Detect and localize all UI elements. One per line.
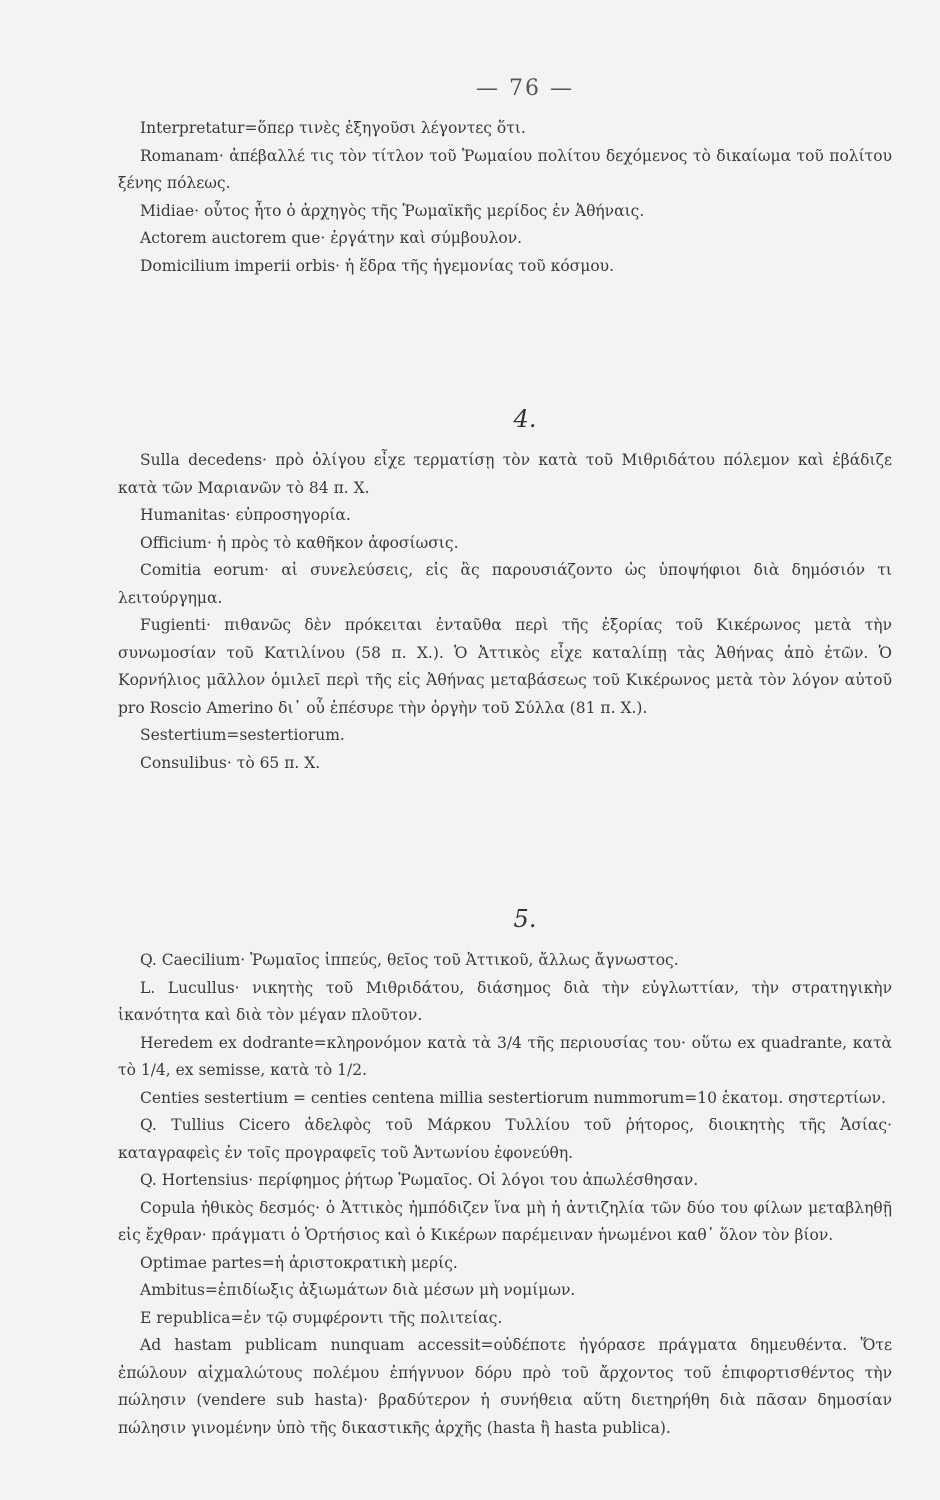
note-entry: Fugienti· πιθανῶς δὲν πρόκειται ἐνταῦθα περὶ τῆς ἐξορίας τοῦ Κικέρωνος μετὰ τὴν συνωμοσίαν τοῦ Κατιλίνου (58 π. Χ.). Ὁ Ἀττικὸς εἶχε καταλίπῃ τὰς Ἀθήνας ἀπὸ ἐτῶν. Ὁ Κορνήλιος μᾶλλον ὁμιλεῖ περὶ τῆς εἰς Ἀθήνας μεταβάσεως τοῦ Κικέρωνος μετὰ τὸν λόγον αὐτοῦ pro Roscio Amerino δι᾽ οὗ ἐπέσυρε τὴν ὀργὴν τοῦ Σύλλα (81 π. Χ.). (118, 616, 892, 717)
note-entry: Q. Caecilium· Ῥωμαῖος ἱππεύς, θεῖος τοῦ Ἀττικοῦ, ἄλλως ἄγνωστος. (140, 951, 679, 969)
page-number: — 76 — (476, 76, 574, 101)
note-entry: Romanam· ἀπέβαλλέ τις τὸν τίτλον τοῦ Ῥωμαίου πολίτου δεχόμενος τὸ δικαίωμα τοῦ πολίτου ξένης πόλεως. (118, 146, 892, 192)
section-notes-3 (118, 115, 892, 389)
note-entry: Heredem ex dodrante=κληρονόμον κατὰ τὰ 3/4 τῆς περιουσίας του· οὕτω ex quadrante, κατὰ τὸ 1/4, ex semisse, κατὰ τὸ 1/2. (118, 1033, 892, 1079)
note-entry: Comitia eorum· αἱ συνελεύσεις, εἰς ἃς παρουσιάζοντο ὡς ὑποψήφιοι διὰ δημόσιόν τι λειτούργημα. (118, 561, 892, 607)
note-entry: Ad hastam publicam nunquam accessit=οὐδέποτε ἠγόρασε πράγματα δημευθέντα. Ὅτε ἐπώλουν αἰχμαλώτους πολέμου ἐπήγνυον δόρυ πρὸ τοῦ ἄρχοντος τοῦ ἐπιφορτισθέντος τὴν πώλησιν (vendere sub hasta)· βραδύτερον ἡ συνήθεια αὕτη διετηρήθη διὰ πᾶσαν δημοσίαν πώλησιν γινομένην ὑπὸ τῆς δικαστικῆς ἀρχῆς (hasta ἢ hasta publica). (118, 1336, 892, 1437)
section-notes-5 (118, 947, 892, 1442)
section-heading-4: 4. (513, 405, 537, 433)
note-entry: Humanitas· εὐπροσηγορία. (140, 506, 351, 524)
section-notes-4 (118, 447, 892, 889)
note-entry: Optimae partes=ἡ ἀριστοκρατικὴ μερίς. (140, 1253, 458, 1272)
note-entry: Domicilium imperii orbis· ἡ ἕδρα τῆς ἡγεμονίας τοῦ κόσμου. (140, 256, 615, 275)
note-entry: Copula ἠθικὸς δεσμός· ὁ Ἀττικὸς ἠμπόδιζεν ἵνα μὴ ἡ ἀντιζηλία τῶν δύο του φίλων μεταβληθῇ εἰς ἔχθραν· πράγματι ὁ Ὁρτήσιος καὶ ὁ Κικέρων παρέμειναν ἡνωμένοι καθ᾽ ὅλον τὸν βίον. (118, 1198, 892, 1244)
note-entry: L. Lucullus· νικητὴς τοῦ Μιθριδάτου, διάσημος διὰ τὴν εὐγλωττίαν, τὴν στρατηγικὴν ἱκανότητα καὶ διὰ τὸν μέγαν πλοῦτον. (118, 978, 892, 1024)
note-entry: Sestertium=sestertiorum. (140, 726, 345, 744)
note-entry: Midiae· οὗτος ἦτο ὁ ἀρχηγὸς τῆς Ῥωμαϊκῆς μερίδος ἐν Ἀθήναις. (140, 201, 645, 220)
note-entry: Interpretatur=ὅπερ τινὲς ἐξηγοῦσι λέγοντες ὅτι. (140, 119, 526, 137)
note-entry: Centies sestertium = centies centena millia sestertiorum nummorum=10 ἑκατομ. σηστερτίων. (140, 1088, 886, 1107)
note-entry: E republica=ἐν τῷ συμφέροντι τῆς πολιτείας. (140, 1308, 503, 1327)
note-entry: Ambitus=ἐπιδίωξις ἀξιωμάτων διὰ μέσων μὴ νομίμων. (140, 1281, 576, 1299)
note-entry: Consulibus· τὸ 65 π. Χ. (140, 753, 321, 772)
note-entry: Q. Hortensius· περίφημος ῥήτωρ Ῥωμαῖος. Οἱ λόγοι του ἀπωλέσθησαν. (140, 1171, 699, 1189)
note-entry: Q. Tullius Cicero ἀδελφὸς τοῦ Μάρκου Τυλλίου τοῦ ῥήτορος, διοικητὴς τῆς Ἀσίας· καταγραφεὶς ἐν τοῖς προγραφεῖς τοῦ Ἀντωνίου ἐφονεύθη. (118, 1116, 892, 1162)
section-heading-5: 5. (513, 905, 537, 933)
note-entry: Sulla decedens· πρὸ ὀλίγου εἶχε τερματίσῃ τὸν κατὰ τοῦ Μιθριδάτου πόλεμον καὶ ἐβάδιζε κατὰ τῶν Μαριανῶν τὸ 84 π. Χ. (118, 451, 892, 497)
note-entry: Officium· ἡ πρὸς τὸ καθῆκον ἀφοσίωσις. (140, 533, 459, 552)
note-entry: Actorem auctorem que· ἐργάτην καὶ σύμβουλον. (140, 229, 523, 247)
